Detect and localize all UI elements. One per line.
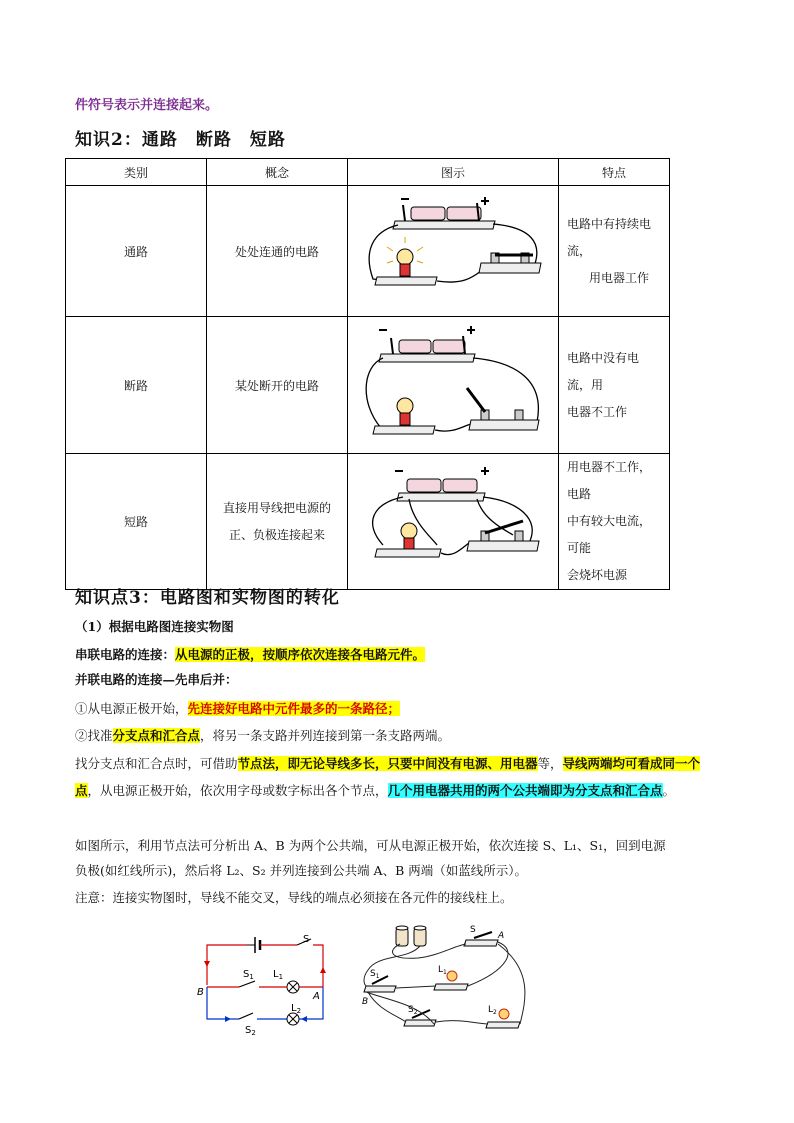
section-heading-2: 知识2：通路 断路 短路 [75,130,286,150]
row-type: 通路 [66,186,207,317]
example-line-1: 如图所示，利用节点法可分析出 A、B 为两个公共端，可从电源正极开始，依次连接 S、L₁、S₁，回到电源 [75,838,666,853]
open-circuit-illustration [348,317,559,454]
header-feature: 特点 [559,159,670,186]
feature-line: 中有较大电流，可能 [567,514,652,555]
phys-label-b: B [362,997,369,1007]
note: 注意：连接实物图时，导线不能交叉，导线的端点必须接在各元件的接线柱上。 [75,890,513,905]
node-text: 找分支点和汇合点时，可借助 [75,756,238,771]
header-diagram: 图示 [348,159,559,186]
row-concept [207,454,348,590]
step-2 [75,723,725,748]
node-text: 等， [537,756,563,771]
row-concept: 处处连通的电路 [207,186,348,317]
label-b: B [197,987,204,998]
header-type: 类别 [66,159,207,186]
table-header-row [66,159,670,186]
phys-label-s1: $S_1$ [370,969,380,980]
label-l2: $L_2$ [291,1003,302,1015]
row-type: 短路 [66,454,207,590]
step-1 [75,696,725,721]
feature-line: 用电器工作 [589,270,650,285]
feature-line: 用电器不工作，电路 [567,460,652,501]
phys-label-s2: $S_2$ [408,1005,418,1016]
closed-circuit-icon [353,191,553,309]
short-circuit-illustration [348,454,559,590]
row-concept: 某处断开的电路 [207,317,348,454]
table-row [66,317,670,454]
feature-line: 电路中有持续电流， [567,216,652,258]
node-method-paragraph [75,750,720,804]
example-line-2: 负极(如红线所示)，然后将 L₂、S₂ 并列连接到公共端 A、B 两端（如蓝线所示）。 [75,863,527,878]
physical-wiring-diagram [358,920,533,1035]
subsection-title: （1）根据电路图连接实物图 [75,619,234,634]
open-circuit-icon [353,322,553,446]
short-circuit-icon [353,463,553,577]
step2-prefix: ②找准 [75,728,113,743]
label-a: A [313,991,320,1002]
label-s2: $S_2$ [245,1025,256,1035]
series-highlight: 从电源的正极，按顺序依次连接各电路元件。 [175,647,426,662]
step1-prefix: ①从电源正极开始， [75,701,188,716]
parallel-circuit-diagram [195,925,335,1035]
circuit-types-table [65,158,670,590]
node-highlight-cyan: 几个用电器共用的两个公共端即为分支点和汇合点 [387,783,663,798]
feature-line: 电路中没有电流，用 [567,350,640,392]
row-type: 断路 [66,317,207,454]
label-l1: $L_1$ [273,969,284,981]
parallel-label: 并联电路的连接—先串后并： [75,672,238,687]
phys-label-a: A [498,931,505,941]
row-feature [559,186,670,317]
feature-line: 电器不工作 [567,404,628,419]
concept-line: 直接用导线把电源的 [222,500,331,515]
step1-highlight: 先连接好电路中元件最多的一条路径； [187,701,401,716]
closed-circuit-illustration [348,186,559,317]
series-label: 串联电路的连接： [75,647,176,662]
node-highlight: 导线两端均可看成同一个点 [75,756,701,798]
table-row [66,186,670,317]
section-heading-3: 知识点3：电路图和实物图的转化 [75,588,340,608]
row-feature [559,454,670,590]
header-concept: 概念 [207,159,348,186]
series-connection-paragraph [75,642,725,667]
step2-highlight: 分支点和汇合点 [112,728,201,743]
phys-label-l2: $L_2$ [488,1005,497,1016]
node-text: ，从电源正极开始，依次用字母或数字标出各个节点， [87,783,388,798]
row-feature [559,317,670,454]
continued-text: 件符号表示并连接起来。 [75,98,219,113]
phys-label-l1: $L_1$ [438,965,447,976]
table-row [66,454,670,590]
step2-suffix: ，将另一条支路并列连接到第一条支路两端。 [200,728,451,743]
node-highlight: 节点法，即无论导线多长，只要中间没有电源、用电器 [237,756,538,771]
label-s1: $S_1$ [243,969,254,981]
feature-line: 会烧坏电源 [567,568,628,582]
concept-line: 正、负极连接起来 [228,527,325,542]
phys-label-s: S [470,925,476,935]
label-s: S [303,934,310,945]
node-text: 。 [662,783,676,798]
